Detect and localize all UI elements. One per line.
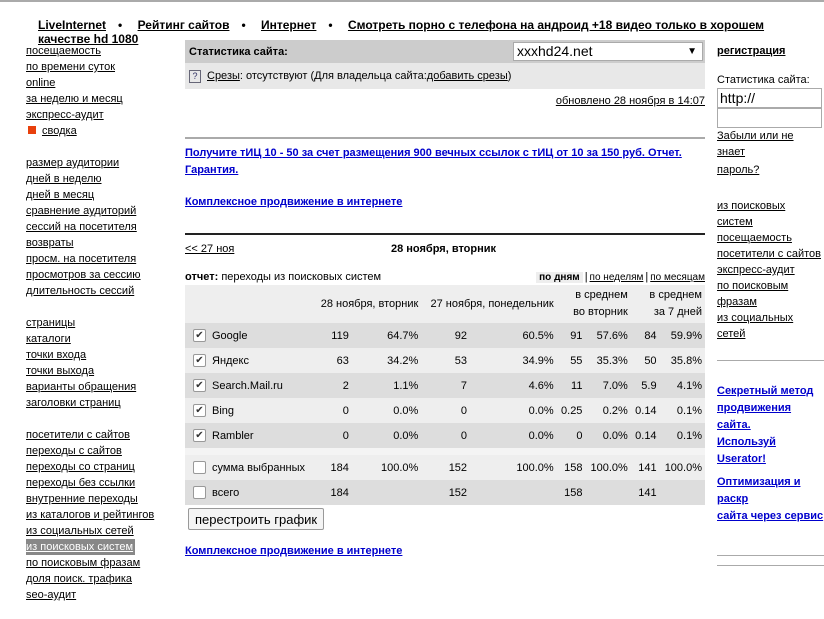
sidebar-item[interactable]: точки выхода — [26, 365, 95, 377]
sidebar-item-label: сводка — [42, 125, 77, 137]
row-name: Search.Mail.ru — [209, 373, 313, 398]
row-value: 84 — [631, 323, 660, 348]
main-content — [185, 40, 705, 560]
row-checkbox[interactable] — [193, 461, 206, 474]
nav-internet[interactable]: Интернет — [261, 18, 317, 32]
row-value: 0.25 — [557, 398, 586, 423]
slices-link[interactable]: Срезы — [207, 70, 240, 82]
right-link[interactable]: из социальных сетей — [717, 312, 794, 340]
row-value: 57.6% — [585, 323, 630, 348]
row-value: 100.0% — [660, 455, 705, 480]
sidebar-item[interactable]: переходы со страниц — [26, 461, 135, 473]
row-value: 53 — [421, 348, 470, 373]
row-value: 35.3% — [585, 348, 630, 373]
sidebar-item[interactable]: по времени суток — [26, 61, 116, 73]
period-months[interactable]: по месяцам — [650, 272, 705, 283]
row-value: 141 — [631, 480, 660, 505]
report-header: отчет: переходы из поисковых систем по дням | по неделям | по месяцам — [185, 271, 705, 283]
sidebar-item[interactable]: внутренние переходы — [26, 493, 138, 505]
right-ad-secret[interactable]: продвижения сайта. — [717, 402, 792, 431]
divider — [185, 137, 705, 139]
forgot-password-link[interactable]: Забыли или не знает — [717, 130, 794, 158]
row-value: 0 — [557, 423, 586, 448]
date-nav — [185, 233, 705, 257]
table-row — [185, 398, 705, 423]
period-weeks[interactable]: по неделям — [589, 272, 644, 283]
stat-label: Статистика сайта: — [189, 45, 288, 58]
sidebar-item[interactable]: сессий на посетителя — [26, 221, 137, 233]
sidebar-item[interactable]: точки входа — [26, 349, 87, 361]
add-slices-link[interactable]: добавить срезы — [426, 70, 508, 82]
sidebar — [26, 43, 176, 619]
sidebar-item[interactable]: из каталогов и рейтингов — [26, 509, 155, 521]
row-name: Яндекс — [209, 348, 313, 373]
top-border — [0, 0, 824, 2]
row-value: 91 — [557, 323, 586, 348]
right-link[interactable]: посещаемость — [717, 232, 792, 244]
right-ad-secret[interactable]: Используй Userator! — [717, 436, 776, 465]
row-value: 7 — [421, 373, 470, 398]
row-checkbox[interactable]: ✔ — [193, 354, 206, 367]
col-header-avg-7days: в среднем за 7 дней — [631, 285, 705, 323]
row-value: 0.1% — [660, 398, 705, 423]
row-checkbox[interactable]: ✔ — [193, 429, 206, 442]
spacer-row — [185, 448, 705, 455]
col-header-avg-tuesday: в среднем во вторник — [557, 285, 631, 323]
row-name: всего — [209, 480, 313, 505]
sidebar-item[interactable]: размер аудитории — [26, 157, 120, 169]
row-value: 119 — [313, 323, 352, 348]
row-value: 158 — [557, 455, 586, 480]
row-value: 64.7% — [352, 323, 421, 348]
right-link[interactable]: по поисковым фразам — [717, 280, 789, 308]
sidebar-item[interactable]: переходы без ссылки — [26, 477, 136, 489]
sidebar-item[interactable]: переходы с сайтов — [26, 445, 122, 457]
row-value: 1.1% — [352, 373, 421, 398]
row-value: 4.1% — [660, 373, 705, 398]
sidebar-item[interactable]: seo-аудит — [26, 589, 77, 601]
row-checkbox[interactable]: ✔ — [193, 404, 206, 417]
sidebar-item[interactable]: из поисковых систем — [26, 541, 134, 553]
row-value: 5.9 — [631, 373, 660, 398]
row-value: 0.0% — [352, 398, 421, 423]
row-value: 141 — [631, 455, 660, 480]
right-link[interactable]: посетители с сайтов — [717, 248, 821, 260]
row-value — [660, 480, 705, 505]
row-value: 0 — [313, 423, 352, 448]
row-value: 0.1% — [660, 423, 705, 448]
row-value: 50 — [631, 348, 660, 373]
sidebar-item[interactable]: из социальных сетей — [26, 525, 134, 537]
row-value: 0.0% — [470, 423, 557, 448]
ad-link-tic[interactable]: Получите тИЦ 10 - 50 за счет размещения 900 вечных ссылок с тИЦ от 10 за 150 руб. Отчет. Гарантия. — [185, 147, 682, 176]
sidebar-item[interactable]: online — [26, 77, 56, 89]
dropdown-arrow-icon: ▼ — [687, 46, 697, 57]
sidebar-item[interactable]: доля поиск. трафика — [26, 573, 133, 585]
stats-table — [185, 285, 705, 505]
row-value: 100.0% — [470, 455, 557, 480]
sidebar-item[interactable]: по поисковым фразам — [26, 557, 141, 569]
row-name: Bing — [209, 398, 313, 423]
sidebar-item[interactable]: варианты обращения — [26, 381, 137, 393]
row-value: 0 — [421, 423, 470, 448]
current-marker-icon — [28, 126, 36, 134]
right-column — [717, 43, 824, 566]
divider — [717, 565, 824, 566]
sidebar-item[interactable]: просмотров за сессию — [26, 269, 141, 281]
sidebar-item[interactable]: просм. на посетителя — [26, 253, 137, 265]
ad-link-promo-bottom[interactable]: Комплексное продвижение в интернете — [185, 545, 403, 557]
row-value: 100.0% — [352, 455, 421, 480]
row-value — [352, 480, 421, 505]
row-value: 60.5% — [470, 323, 557, 348]
row-name: Google — [209, 323, 313, 348]
top-nav: LiveInternet • Рейтинг сайтов • Интернет • Смотреть порно с телефона на андроид +18 видео только в хорошем качестве hd 1080 — [38, 18, 765, 46]
row-value: 7.0% — [585, 373, 630, 398]
row-checkbox[interactable] — [193, 486, 206, 499]
nav-liveinternet[interactable]: LiveInternet — [38, 18, 107, 32]
right-ad-secret[interactable]: Секретный метод — [717, 385, 814, 397]
row-value: 184 — [313, 480, 352, 505]
nav-ad-link[interactable]: Смотреть порно с телефона на андроид +18 видео только в хорошем качестве hd 1080 — [38, 18, 765, 46]
row-value: 184 — [313, 455, 352, 480]
row-name: Rambler — [209, 423, 313, 448]
slices-text: : отсутствуют (Для владельца сайта: — [239, 70, 427, 82]
sidebar-item[interactable]: экспресс-аудит — [26, 109, 104, 121]
col-header-yesterday: 27 ноября, понедельник — [421, 285, 556, 323]
password-input[interactable] — [717, 108, 822, 128]
sidebar-item[interactable]: посетители с сайтов — [26, 429, 130, 441]
slices-end: ) — [507, 70, 512, 82]
row-value: 152 — [421, 455, 470, 480]
col-header-today: 28 ноября, вторник — [313, 285, 422, 323]
row-value — [470, 480, 557, 505]
report-label: отчет: — [185, 271, 219, 283]
register-link[interactable]: регистрация — [717, 45, 786, 57]
sidebar-item-current[interactable] — [26, 123, 176, 139]
rebuild-chart-button[interactable]: перестроить график — [188, 508, 324, 530]
row-value: 11 — [557, 373, 586, 398]
divider — [717, 555, 824, 556]
site-select[interactable] — [513, 42, 703, 61]
row-value: 0 — [313, 398, 352, 423]
row-value: 100.0% — [585, 455, 630, 480]
row-name: сумма выбранных — [209, 455, 313, 480]
table-row — [185, 323, 705, 348]
row-value: 4.6% — [470, 373, 557, 398]
row-value: 152 — [421, 480, 470, 505]
sidebar-item[interactable]: сравнение аудиторий — [26, 205, 137, 217]
row-value: 0.0% — [470, 398, 557, 423]
row-checkbox[interactable]: ✔ — [193, 329, 206, 342]
sidebar-item[interactable]: страницы — [26, 317, 76, 329]
row-value: 34.9% — [470, 348, 557, 373]
row-value: 55 — [557, 348, 586, 373]
updated-link[interactable]: обновлено 28 ноября в 14:07 — [555, 95, 705, 107]
row-value: 0.14 — [631, 423, 660, 448]
sidebar-item[interactable]: за неделю и месяц — [26, 93, 123, 105]
row-value: 35.8% — [660, 348, 705, 373]
table-row — [185, 373, 705, 398]
right-link[interactable]: из поисковых систем — [717, 200, 786, 228]
sidebar-item[interactable]: заголовки страниц — [26, 397, 121, 409]
help-icon[interactable]: ? — [189, 70, 201, 83]
prev-day-link[interactable]: << 27 ноя — [185, 243, 235, 255]
row-value — [585, 480, 630, 505]
sidebar-item[interactable]: посещаемость — [26, 45, 101, 57]
row-value: 63 — [313, 348, 352, 373]
table-row — [185, 480, 705, 505]
row-value: 59.9% — [660, 323, 705, 348]
row-value: 0.14 — [631, 398, 660, 423]
right-ad-optimization[interactable]: сайта через сервис — [717, 510, 824, 522]
sidebar-item[interactable]: длительность сессий — [26, 285, 135, 297]
table-row — [185, 423, 705, 448]
site-url-input[interactable]: http:// — [717, 88, 822, 108]
sidebar-item[interactable]: дней в неделю — [26, 173, 102, 185]
right-stat-label: Статистика сайта: — [717, 74, 810, 86]
row-value: 0.0% — [352, 423, 421, 448]
row-value: 158 — [557, 480, 586, 505]
right-link[interactable]: экспресс-аудит — [717, 264, 795, 276]
current-date: 28 ноября, вторник — [391, 243, 497, 255]
ad-link-promo[interactable]: Комплексное продвижение в интернете — [185, 196, 403, 208]
forgot-password-link-2[interactable]: пароль? — [717, 164, 760, 176]
row-checkbox[interactable]: ✔ — [193, 379, 206, 392]
table-row — [185, 455, 705, 480]
row-value: 2 — [313, 373, 352, 398]
row-value: 0.2% — [585, 398, 630, 423]
divider — [717, 360, 824, 361]
site-select-value: xxxhd24.net — [517, 43, 593, 59]
row-value: 92 — [421, 323, 470, 348]
sidebar-item[interactable]: дней в месяц — [26, 189, 95, 201]
table-row — [185, 348, 705, 373]
site-stat-bar — [185, 40, 705, 63]
period-days[interactable]: по дням — [536, 272, 583, 283]
sidebar-item[interactable]: возвраты — [26, 237, 74, 249]
row-value: 0 — [421, 398, 470, 423]
sidebar-item[interactable]: каталоги — [26, 333, 71, 345]
row-value: 0.0% — [585, 423, 630, 448]
report-name: переходы из поисковых систем — [221, 271, 382, 283]
nav-rating[interactable]: Рейтинг сайтов — [137, 18, 230, 32]
slices-bar — [185, 63, 705, 89]
right-ad-optimization[interactable]: Оптимизация и раскр — [717, 476, 801, 505]
row-value: 34.2% — [352, 348, 421, 373]
